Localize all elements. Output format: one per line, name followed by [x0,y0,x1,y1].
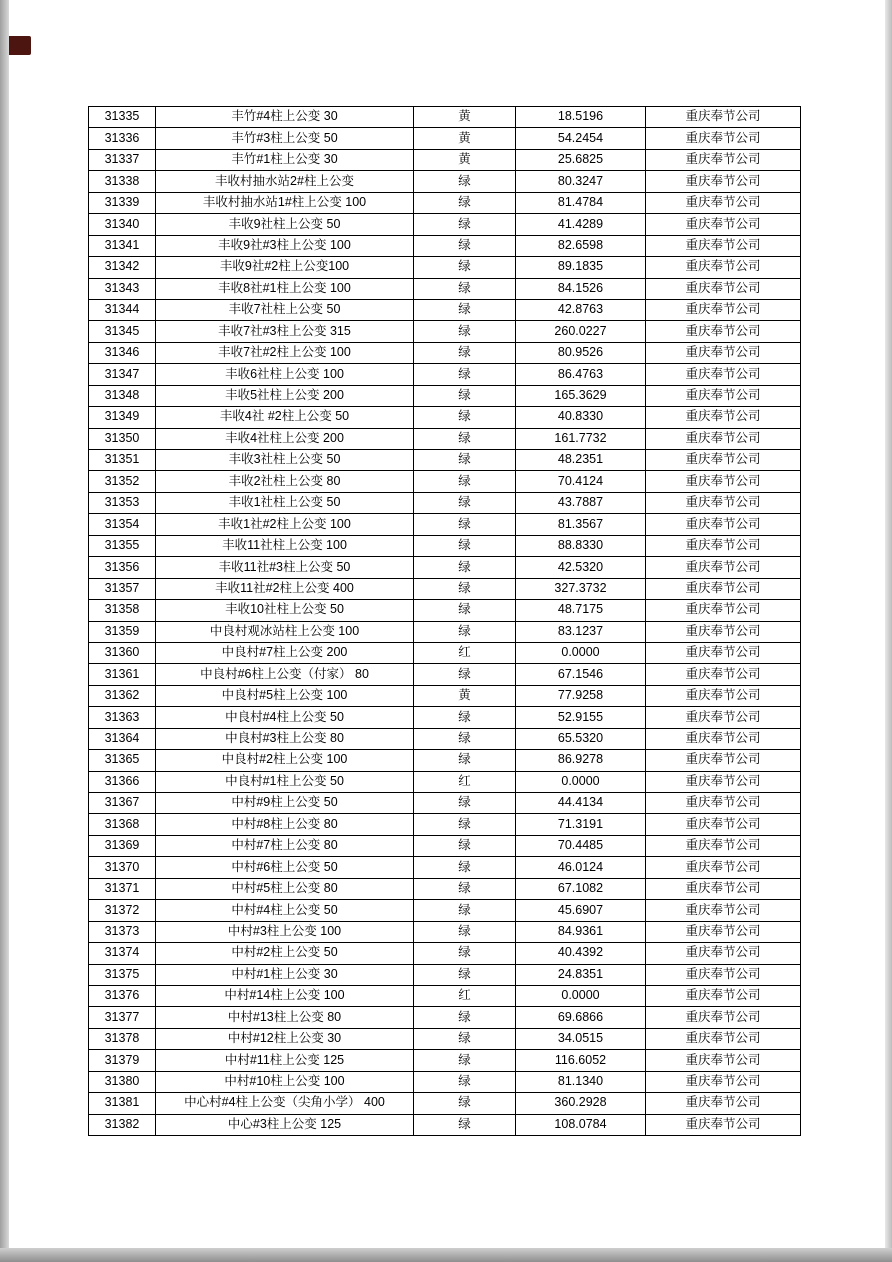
table-row [89,214,801,235]
cell-value: 70.4485 [516,835,646,856]
cell-name: 中村#1柱上公变 30 [156,964,414,985]
cell-company: 重庆奉节公司 [646,557,801,578]
cell-company: 重庆奉节公司 [646,492,801,513]
cell-value: 80.3247 [516,171,646,192]
cell-company: 重庆奉节公司 [646,900,801,921]
cell-status: 绿 [414,407,516,428]
table-row [89,257,801,278]
cell-company: 重庆奉节公司 [646,1114,801,1135]
cell-status: 红 [414,771,516,792]
page-edge-left [0,0,9,1262]
cell-name: 丰竹#1柱上公变 30 [156,149,414,170]
cell-value: 0.0000 [516,642,646,663]
cell-value: 81.3567 [516,514,646,535]
table-row [89,814,801,835]
cell-value: 42.5320 [516,557,646,578]
cell-status: 绿 [414,257,516,278]
table-row [89,728,801,749]
cell-company: 重庆奉节公司 [646,407,801,428]
cell-status: 绿 [414,535,516,556]
cell-id: 31377 [89,1007,156,1028]
cell-company: 重庆奉节公司 [646,814,801,835]
cell-name: 丰收7社#3柱上公变 315 [156,321,414,342]
cell-name: 中良村#2柱上公变 100 [156,750,414,771]
cell-name: 中村#8柱上公变 80 [156,814,414,835]
cell-name: 中心村#4柱上公变（尖角小学） 400 [156,1093,414,1114]
cell-id: 31350 [89,428,156,449]
cell-company: 重庆奉节公司 [646,1050,801,1071]
cell-company: 重庆奉节公司 [646,835,801,856]
cell-status: 绿 [414,664,516,685]
cell-company: 重庆奉节公司 [646,921,801,942]
table-row [89,878,801,899]
cell-value: 86.4763 [516,364,646,385]
cell-name: 丰收11社#2柱上公变 400 [156,578,414,599]
cell-status: 绿 [414,278,516,299]
cell-status: 绿 [414,299,516,320]
cell-name: 丰收村抽水站1#柱上公变 100 [156,192,414,213]
cell-company: 重庆奉节公司 [646,1093,801,1114]
cell-status: 绿 [414,1071,516,1092]
table-row [89,535,801,556]
table-row [89,857,801,878]
cell-company: 重庆奉节公司 [646,793,801,814]
cell-id: 31365 [89,750,156,771]
cell-name: 丰收4社 #2柱上公变 50 [156,407,414,428]
cell-value: 18.5196 [516,107,646,128]
cell-value: 84.1526 [516,278,646,299]
cell-name: 丰收4社柱上公变 200 [156,428,414,449]
cell-id: 31360 [89,642,156,663]
cell-status: 绿 [414,1114,516,1135]
cell-id: 31363 [89,707,156,728]
cell-company: 重庆奉节公司 [646,600,801,621]
cell-status: 黄 [414,685,516,706]
cell-id: 31342 [89,257,156,278]
table-row [89,771,801,792]
cell-company: 重庆奉节公司 [646,621,801,642]
cell-company: 重庆奉节公司 [646,1071,801,1092]
cell-status: 绿 [414,450,516,471]
cell-value: 52.9155 [516,707,646,728]
cell-id: 31380 [89,1071,156,1092]
cell-company: 重庆奉节公司 [646,385,801,406]
cell-id: 31373 [89,921,156,942]
cell-value: 327.3732 [516,578,646,599]
cell-id: 31376 [89,985,156,1006]
cell-status: 绿 [414,364,516,385]
table-row [89,664,801,685]
table-row [89,943,801,964]
cell-company: 重庆奉节公司 [646,171,801,192]
cell-value: 165.3629 [516,385,646,406]
cell-id: 31371 [89,878,156,899]
cell-company: 重庆奉节公司 [646,578,801,599]
cell-status: 绿 [414,514,516,535]
table-row [89,471,801,492]
cell-company: 重庆奉节公司 [646,128,801,149]
cell-status: 绿 [414,1007,516,1028]
cell-value: 86.9278 [516,750,646,771]
cell-status: 绿 [414,171,516,192]
cell-company: 重庆奉节公司 [646,1028,801,1049]
cell-value: 260.0227 [516,321,646,342]
cell-company: 重庆奉节公司 [646,471,801,492]
cell-status: 绿 [414,943,516,964]
cell-value: 65.5320 [516,728,646,749]
cell-status: 绿 [414,835,516,856]
cell-value: 45.6907 [516,900,646,921]
cell-name: 丰收9社#2柱上公变100 [156,257,414,278]
cell-status: 绿 [414,557,516,578]
table-row [89,600,801,621]
cell-status: 绿 [414,878,516,899]
cell-company: 重庆奉节公司 [646,235,801,256]
cell-name: 丰收10社柱上公变 50 [156,600,414,621]
cell-name: 丰竹#3柱上公变 50 [156,128,414,149]
table-row [89,557,801,578]
cell-company: 重庆奉节公司 [646,707,801,728]
table-row [89,192,801,213]
cell-status: 绿 [414,600,516,621]
cell-value: 69.6866 [516,1007,646,1028]
cell-value: 67.1546 [516,664,646,685]
cell-status: 绿 [414,750,516,771]
cell-status: 绿 [414,921,516,942]
cell-id: 31375 [89,964,156,985]
cell-name: 中村#6柱上公变 50 [156,857,414,878]
table-row [89,900,801,921]
cell-id: 31372 [89,900,156,921]
cell-value: 84.9361 [516,921,646,942]
cell-value: 40.4392 [516,943,646,964]
table-row [89,707,801,728]
cell-status: 绿 [414,793,516,814]
cell-name: 中心#3柱上公变 125 [156,1114,414,1135]
cell-company: 重庆奉节公司 [646,278,801,299]
cell-id: 31361 [89,664,156,685]
cell-id: 31337 [89,149,156,170]
table-row [89,428,801,449]
cell-name: 丰收2社柱上公变 80 [156,471,414,492]
cell-name: 丰收7社柱上公变 50 [156,299,414,320]
table-row [89,171,801,192]
table-row [89,642,801,663]
cell-name: 中村#3柱上公变 100 [156,921,414,942]
cell-id: 31344 [89,299,156,320]
table-row [89,407,801,428]
table-row [89,385,801,406]
cell-name: 丰收8社#1柱上公变 100 [156,278,414,299]
cell-value: 24.8351 [516,964,646,985]
cell-company: 重庆奉节公司 [646,214,801,235]
cell-company: 重庆奉节公司 [646,364,801,385]
table-row [89,964,801,985]
cell-value: 48.2351 [516,450,646,471]
cell-status: 绿 [414,964,516,985]
cell-name: 丰收1社#2柱上公变 100 [156,514,414,535]
cell-name: 丰收7社#2柱上公变 100 [156,342,414,363]
cell-id: 31355 [89,535,156,556]
cell-name: 中良村#5柱上公变 100 [156,685,414,706]
cell-company: 重庆奉节公司 [646,685,801,706]
cell-value: 360.2928 [516,1093,646,1114]
cell-company: 重庆奉节公司 [646,450,801,471]
table-row [89,514,801,535]
cell-status: 黄 [414,149,516,170]
cell-company: 重庆奉节公司 [646,750,801,771]
cell-status: 绿 [414,857,516,878]
table-row [89,685,801,706]
page-edge-bottom [0,1248,892,1262]
cell-value: 116.6052 [516,1050,646,1071]
cell-company: 重庆奉节公司 [646,257,801,278]
cell-status: 黄 [414,128,516,149]
cell-status: 绿 [414,342,516,363]
page-edge-right [885,0,892,1262]
cell-name: 丰收11社#3柱上公变 50 [156,557,414,578]
cell-id: 31354 [89,514,156,535]
cell-name: 中村#9柱上公变 50 [156,793,414,814]
table-row [89,1071,801,1092]
table-row [89,299,801,320]
table-row [89,342,801,363]
cell-id: 31368 [89,814,156,835]
cell-status: 绿 [414,1050,516,1071]
cell-name: 中村#4柱上公变 50 [156,900,414,921]
cell-value: 82.6598 [516,235,646,256]
cell-value: 34.0515 [516,1028,646,1049]
cell-name: 中村#14柱上公变 100 [156,985,414,1006]
cell-status: 绿 [414,385,516,406]
transformer-table [88,106,801,1136]
cell-value: 54.2454 [516,128,646,149]
cell-status: 绿 [414,428,516,449]
cell-id: 31341 [89,235,156,256]
cell-name: 丰收6社柱上公变 100 [156,364,414,385]
cell-company: 重庆奉节公司 [646,107,801,128]
cell-name: 丰竹#4柱上公变 30 [156,107,414,128]
cell-id: 31351 [89,450,156,471]
cell-value: 70.4124 [516,471,646,492]
cell-id: 31378 [89,1028,156,1049]
cell-value: 0.0000 [516,771,646,792]
table-row [89,107,801,128]
cell-company: 重庆奉节公司 [646,642,801,663]
cell-id: 31366 [89,771,156,792]
cell-value: 25.6825 [516,149,646,170]
table-row [89,793,801,814]
table-row [89,128,801,149]
cell-id: 31353 [89,492,156,513]
table-row [89,278,801,299]
table-row [89,750,801,771]
cell-company: 重庆奉节公司 [646,728,801,749]
cell-id: 31345 [89,321,156,342]
cell-status: 红 [414,642,516,663]
cell-company: 重庆奉节公司 [646,299,801,320]
cell-name: 丰收11社柱上公变 100 [156,535,414,556]
cell-id: 31374 [89,943,156,964]
cell-company: 重庆奉节公司 [646,342,801,363]
cell-status: 绿 [414,1028,516,1049]
table-row [89,621,801,642]
cell-name: 中良村#1柱上公变 50 [156,771,414,792]
cell-value: 43.7887 [516,492,646,513]
cell-name: 中良村#3柱上公变 80 [156,728,414,749]
table-row [89,492,801,513]
cell-name: 中村#12柱上公变 30 [156,1028,414,1049]
cell-value: 108.0784 [516,1114,646,1135]
cell-status: 红 [414,985,516,1006]
cell-status: 绿 [414,192,516,213]
cell-status: 绿 [414,235,516,256]
cell-id: 31370 [89,857,156,878]
cell-name: 中村#13柱上公变 80 [156,1007,414,1028]
cell-company: 重庆奉节公司 [646,664,801,685]
cell-id: 31349 [89,407,156,428]
cell-id: 31358 [89,600,156,621]
cell-company: 重庆奉节公司 [646,428,801,449]
cell-id: 31362 [89,685,156,706]
cell-id: 31343 [89,278,156,299]
cell-value: 71.3191 [516,814,646,835]
table-row [89,578,801,599]
cell-status: 绿 [414,621,516,642]
cell-status: 绿 [414,471,516,492]
cell-id: 31346 [89,342,156,363]
table-row [89,835,801,856]
cell-name: 丰收3社柱上公变 50 [156,450,414,471]
cell-name: 中村#10柱上公变 100 [156,1071,414,1092]
cell-value: 81.4784 [516,192,646,213]
cell-status: 绿 [414,900,516,921]
cell-value: 48.7175 [516,600,646,621]
table-row [89,149,801,170]
cell-name: 中村#2柱上公变 50 [156,943,414,964]
cell-status: 绿 [414,214,516,235]
cell-value: 81.1340 [516,1071,646,1092]
cell-id: 31359 [89,621,156,642]
cell-company: 重庆奉节公司 [646,943,801,964]
cell-value: 77.9258 [516,685,646,706]
cell-name: 中良村#4柱上公变 50 [156,707,414,728]
cell-id: 31379 [89,1050,156,1071]
cell-company: 重庆奉节公司 [646,149,801,170]
cell-name: 丰收5社柱上公变 200 [156,385,414,406]
cell-name: 丰收9社柱上公变 50 [156,214,414,235]
cell-company: 重庆奉节公司 [646,964,801,985]
cell-value: 67.1082 [516,878,646,899]
cell-id: 31382 [89,1114,156,1135]
cell-company: 重庆奉节公司 [646,985,801,1006]
cell-id: 31335 [89,107,156,128]
cell-value: 89.1835 [516,257,646,278]
cell-name: 中良村#7柱上公变 200 [156,642,414,663]
table-row [89,450,801,471]
cell-company: 重庆奉节公司 [646,535,801,556]
table-row [89,1050,801,1071]
table-row [89,1007,801,1028]
table-row [89,321,801,342]
cell-value: 83.1237 [516,621,646,642]
table-body [89,107,801,1136]
cell-id: 31336 [89,128,156,149]
cell-name: 中良村#6柱上公变（付家） 80 [156,664,414,685]
table-row [89,985,801,1006]
cell-name: 中良村观冰站柱上公变 100 [156,621,414,642]
cell-company: 重庆奉节公司 [646,1007,801,1028]
cell-name: 中村#5柱上公变 80 [156,878,414,899]
cell-value: 42.8763 [516,299,646,320]
cell-id: 31364 [89,728,156,749]
cell-status: 绿 [414,1093,516,1114]
table-row [89,1093,801,1114]
table-row [89,1114,801,1135]
cell-id: 31347 [89,364,156,385]
cell-status: 黄 [414,107,516,128]
cell-id: 31348 [89,385,156,406]
cell-id: 31338 [89,171,156,192]
cell-status: 绿 [414,814,516,835]
table-row [89,1028,801,1049]
cell-value: 44.4134 [516,793,646,814]
cell-value: 41.4289 [516,214,646,235]
cell-id: 31357 [89,578,156,599]
cell-id: 31339 [89,192,156,213]
cell-id: 31381 [89,1093,156,1114]
cell-company: 重庆奉节公司 [646,878,801,899]
cell-value: 46.0124 [516,857,646,878]
cell-name: 丰收村抽水站2#柱上公变 [156,171,414,192]
cell-value: 88.8330 [516,535,646,556]
cell-company: 重庆奉节公司 [646,514,801,535]
cell-id: 31352 [89,471,156,492]
cell-id: 31340 [89,214,156,235]
cell-value: 80.9526 [516,342,646,363]
cell-status: 绿 [414,707,516,728]
cell-value: 0.0000 [516,985,646,1006]
cell-id: 31369 [89,835,156,856]
cell-name: 丰收9社#3柱上公变 100 [156,235,414,256]
cell-id: 31367 [89,793,156,814]
cell-company: 重庆奉节公司 [646,771,801,792]
table-row [89,921,801,942]
cell-company: 重庆奉节公司 [646,192,801,213]
cell-company: 重庆奉节公司 [646,321,801,342]
cell-status: 绿 [414,578,516,599]
cell-company: 重庆奉节公司 [646,857,801,878]
table-row [89,364,801,385]
cell-value: 161.7732 [516,428,646,449]
cell-status: 绿 [414,321,516,342]
cell-value: 40.8330 [516,407,646,428]
table-row [89,235,801,256]
cell-name: 中村#11柱上公变 125 [156,1050,414,1071]
cell-name: 中村#7柱上公变 80 [156,835,414,856]
cell-id: 31356 [89,557,156,578]
cell-status: 绿 [414,728,516,749]
cell-name: 丰收1社柱上公变 50 [156,492,414,513]
cell-status: 绿 [414,492,516,513]
